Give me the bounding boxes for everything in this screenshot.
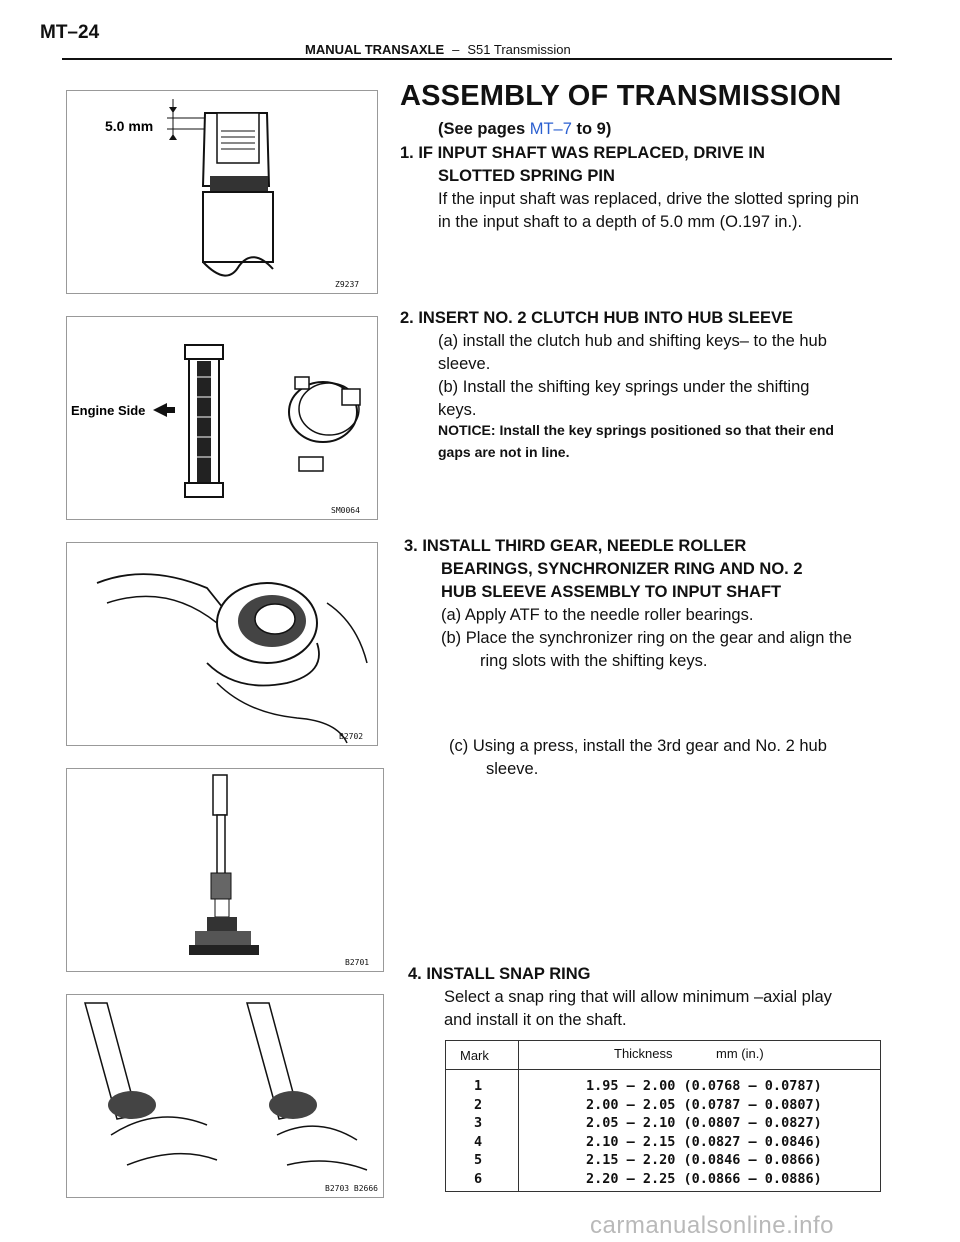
figure-code-z9237: Z9237 <box>335 280 360 289</box>
step-4-body-cont: and install it on the shaft. <box>444 1011 627 1029</box>
table-row-thickness: 2.15 — 2.20 (0.0846 — 0.0866) <box>586 1152 822 1168</box>
step-1-body: If the input shaft was replaced, drive the slotted spring pin <box>438 190 859 208</box>
figure-spring-pin <box>66 90 378 294</box>
header-rule <box>62 58 892 60</box>
header-subsection: S51 Transmission <box>467 42 571 57</box>
table-row-thickness: 1.95 — 2.00 (0.0768 — 0.0787) <box>586 1078 822 1094</box>
step-3-heading-cont-1: BEARINGS, SYNCHRONIZER RING AND NO. 2 <box>441 560 803 578</box>
step-2-notice: NOTICE: Install the key springs positioned so that their end <box>438 422 834 438</box>
running-header <box>305 42 571 57</box>
table-row-mark: 6 <box>474 1170 483 1187</box>
page-title: ASSEMBLY OF TRANSMISSION <box>400 80 842 112</box>
table-column-divider <box>518 1041 519 1191</box>
figure-code-sm0064: SM0064 <box>331 506 360 515</box>
see-pages-prefix: (See pages <box>438 120 530 138</box>
table-row-mark: 3 <box>474 1115 483 1131</box>
step-2-a: (a) install the clutch hub and shifting keys– to the hub <box>438 332 827 350</box>
table-header-mark: Mark <box>460 1048 489 1063</box>
figure-code-b2703-b2666: B2703 B2666 <box>325 1184 378 1193</box>
link-mt-7[interactable]: MT–7 <box>529 120 572 138</box>
figure-snap-ring <box>66 994 384 1198</box>
figure-third-gear <box>66 542 378 746</box>
table-row-mark: 4 <box>474 1133 483 1150</box>
step-2-a-cont: sleeve. <box>438 355 491 373</box>
step-1-body-cont: in the input shaft to a depth of 5.0 mm (O.197 in.). <box>438 213 803 231</box>
step-4-heading: 4. INSTALL SNAP RING <box>408 965 591 983</box>
step-4-body: Select a snap ring that will allow minimum –axial play <box>444 988 832 1006</box>
figure-callout-depth: 5.0 mm <box>105 118 154 134</box>
snap-ring-table <box>445 1040 881 1192</box>
step-3-c: (c) Using a press, install the 3rd gear and No. 2 hub <box>449 737 827 755</box>
table-row-mark: 5 <box>474 1152 483 1168</box>
step-2-heading: 2. INSERT NO. 2 CLUTCH HUB INTO HUB SLEEVE <box>400 309 793 327</box>
step-3-b-cont: ring slots with the shifting keys. <box>480 652 708 670</box>
figure-clutch-hub <box>66 316 378 520</box>
step-2-notice-cont: gaps are not in line. <box>438 444 570 460</box>
step-3-heading-cont-2: HUB SLEEVE ASSEMBLY TO INPUT SHAFT <box>441 583 782 601</box>
table-row-mark: 2 <box>474 1096 483 1113</box>
see-pages <box>438 117 611 141</box>
header-section: MANUAL TRANSAXLE <box>305 42 445 57</box>
step-3-b: (b) Place the synchronizer ring on the gear and align the <box>441 629 852 647</box>
page-number: MT–24 <box>40 22 100 43</box>
table-header-unit: mm (in.) <box>716 1046 764 1061</box>
step-3-heading: 3. INSTALL THIRD GEAR, NEEDLE ROLLER <box>404 537 747 555</box>
step-2-b: (b) Install the shifting key springs under the shifting <box>438 378 810 396</box>
figure-code-b2701: B2701 <box>345 958 370 967</box>
table-row-thickness: 2.10 — 2.15 (0.0827 — 0.0846) <box>586 1133 822 1150</box>
step-2-b-cont: keys. <box>438 401 477 419</box>
table-row-thickness: 2.05 — 2.10 (0.0807 — 0.0827) <box>586 1115 822 1131</box>
watermark: carmanualsonline.info <box>590 1212 834 1239</box>
figure-callout-engine-side: Engine Side <box>71 403 146 418</box>
see-pages-suffix: to 9) <box>571 120 612 138</box>
table-mark-column <box>474 1077 482 1188</box>
figure-press <box>66 768 384 972</box>
table-thickness-column <box>586 1077 822 1188</box>
header-separator: – <box>452 42 460 57</box>
step-3-c-cont: sleeve. <box>486 760 539 778</box>
step-1-heading: 1. IF INPUT SHAFT WAS REPLACED, DRIVE IN <box>400 144 765 162</box>
table-header-thickness: Thickness <box>614 1046 673 1061</box>
step-1-heading-cont: SLOTTED SPRING PIN <box>438 167 615 185</box>
table-header <box>446 1041 880 1070</box>
figure-code-b2702: B2702 <box>339 732 364 741</box>
table-row-thickness: 2.20 — 2.25 (0.0866 — 0.0886) <box>586 1170 822 1187</box>
step-3-a: (a) Apply ATF to the needle roller bearings. <box>441 606 754 624</box>
table-row-thickness: 2.00 — 2.05 (0.0787 — 0.0807) <box>586 1096 822 1113</box>
table-row-mark: 1 <box>474 1078 483 1094</box>
